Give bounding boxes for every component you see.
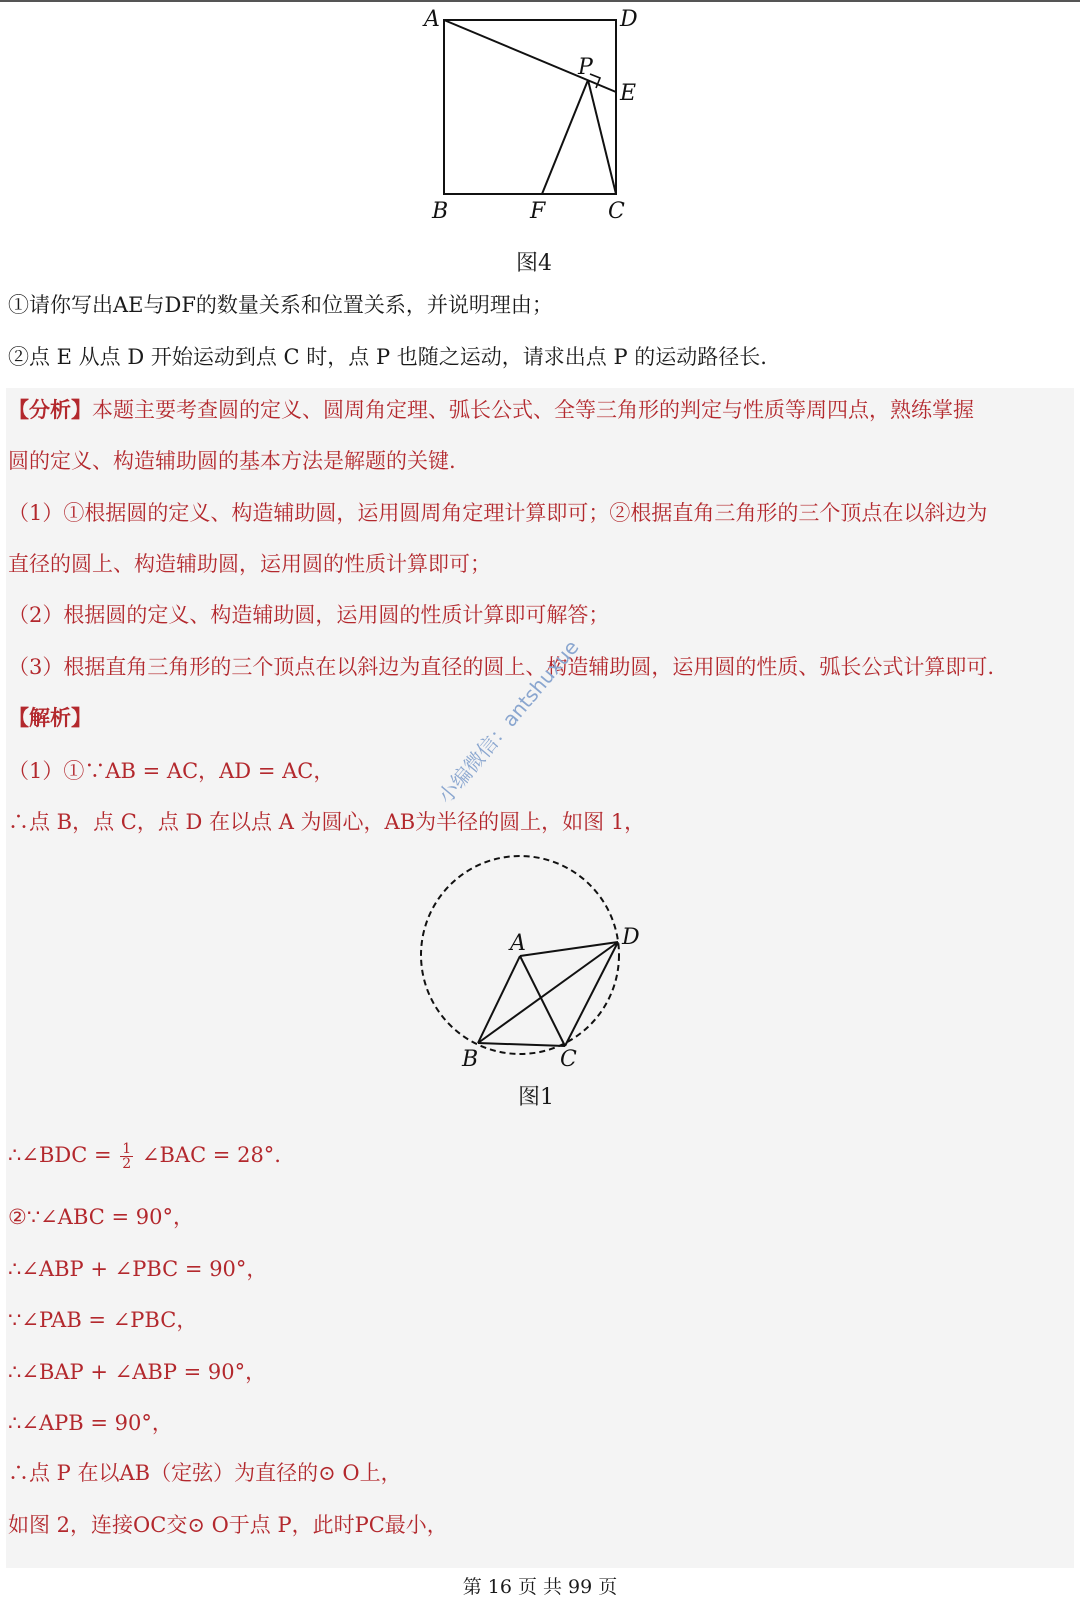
- fraction-half: [120, 1142, 133, 1171]
- figure-1-diagram: [410, 850, 660, 1080]
- fig1-label-d: D: [622, 925, 640, 950]
- solution-line-6: ∵∠PAB = ∠PBC，: [8, 1308, 198, 1332]
- solution-line-8: ∴∠APB = 90°，: [8, 1411, 173, 1435]
- figure-4-caption: 图4: [516, 251, 552, 276]
- segment-pc: [588, 80, 616, 194]
- question-2: ②点 E 从点 D 开始运动到点 C 时，点 P 也随之运动，请求出点 P 的运动路径长.: [8, 345, 767, 369]
- segment-bd: [478, 942, 618, 1043]
- analysis-line-6: （3）根据直角三角形的三个顶点在以斜边为直径的圆上、构造辅助圆，运用圆的性质、弧长公式计算即可.: [8, 655, 995, 679]
- solution-heading: 【解析】: [8, 705, 92, 730]
- fig1-label-c: C: [560, 1047, 577, 1072]
- fig1-label-b: B: [462, 1047, 479, 1072]
- fraction-denominator: 2: [122, 1156, 132, 1171]
- label-b: B: [432, 199, 449, 224]
- solution-line-9: ∴点 P 在以AB（定弦）为直径的⊙ O上，: [8, 1461, 402, 1485]
- segment-ac: [520, 956, 565, 1046]
- page-footer: 第 16 页 共 99 页: [462, 1576, 618, 1598]
- analysis-line-5: （2）根据圆的定义、构造辅助圆，运用圆的性质计算即可解答；: [8, 603, 610, 627]
- label-c: C: [608, 199, 625, 224]
- figure-4-diagram: [420, 4, 650, 230]
- label-p: P: [578, 55, 593, 80]
- analysis-line-4: 直径的圆上、构造辅助圆，运用圆的性质计算即可；: [8, 552, 491, 576]
- segment-ad: [520, 942, 618, 956]
- solution-line-5: ∴∠ABP + ∠PBC = 90°，: [8, 1257, 268, 1281]
- segment-ab: [478, 956, 520, 1043]
- question-1: ①请你写出AE与DF的数量关系和位置关系，并说明理由；: [8, 293, 553, 317]
- segment-bc: [478, 1043, 565, 1046]
- solution-line-3: [8, 1140, 1072, 1171]
- fig1-label-a: A: [510, 931, 526, 956]
- segment-fp: [542, 80, 588, 194]
- square-abcd: [444, 20, 616, 194]
- solution-line-10: 如图 2，连接OC交⊙ O于点 P，此时PC最小，: [8, 1513, 448, 1537]
- analysis-text-1: 本题主要考查圆的定义、圆周角定理、弧长公式、全等三角形的判定与性质等周四点，熟练掌握: [92, 398, 974, 422]
- label-f: F: [530, 199, 546, 224]
- formula-suffix: ∠BAC = 28°.: [141, 1143, 281, 1167]
- analysis-line-1: [8, 395, 1072, 425]
- label-a: A: [424, 7, 440, 32]
- analysis-heading: 【分析】: [8, 397, 92, 422]
- analysis-line-3: （1）①根据圆的定义、构造辅助圆，运用圆周角定理计算即可；②根据直角三角形的三个顶点在以斜边为: [8, 501, 988, 525]
- solution-line-1: （1）①∵AB = AC，AD = AC，: [8, 759, 335, 783]
- label-e: E: [620, 81, 637, 106]
- watermark: 小编微信：antshuxue: [433, 635, 584, 808]
- analysis-line-2: 圆的定义、构造辅助圆的基本方法是解题的关键.: [8, 449, 456, 473]
- fraction-numerator: 1: [122, 1141, 132, 1157]
- label-d: D: [620, 7, 638, 32]
- solution-line-7: ∴∠BAP + ∠ABP = 90°，: [8, 1360, 267, 1384]
- solution-line-4: ②∵∠ABC = 90°，: [8, 1205, 195, 1229]
- figure-1-caption: 图1: [518, 1085, 554, 1110]
- solution-line-2: ∴点 B，点 C，点 D 在以点 A 为圆心，AB为半径的圆上，如图 1，: [8, 810, 646, 834]
- formula-prefix: ∴∠BDC =: [8, 1143, 112, 1167]
- top-rule: [0, 0, 1080, 2]
